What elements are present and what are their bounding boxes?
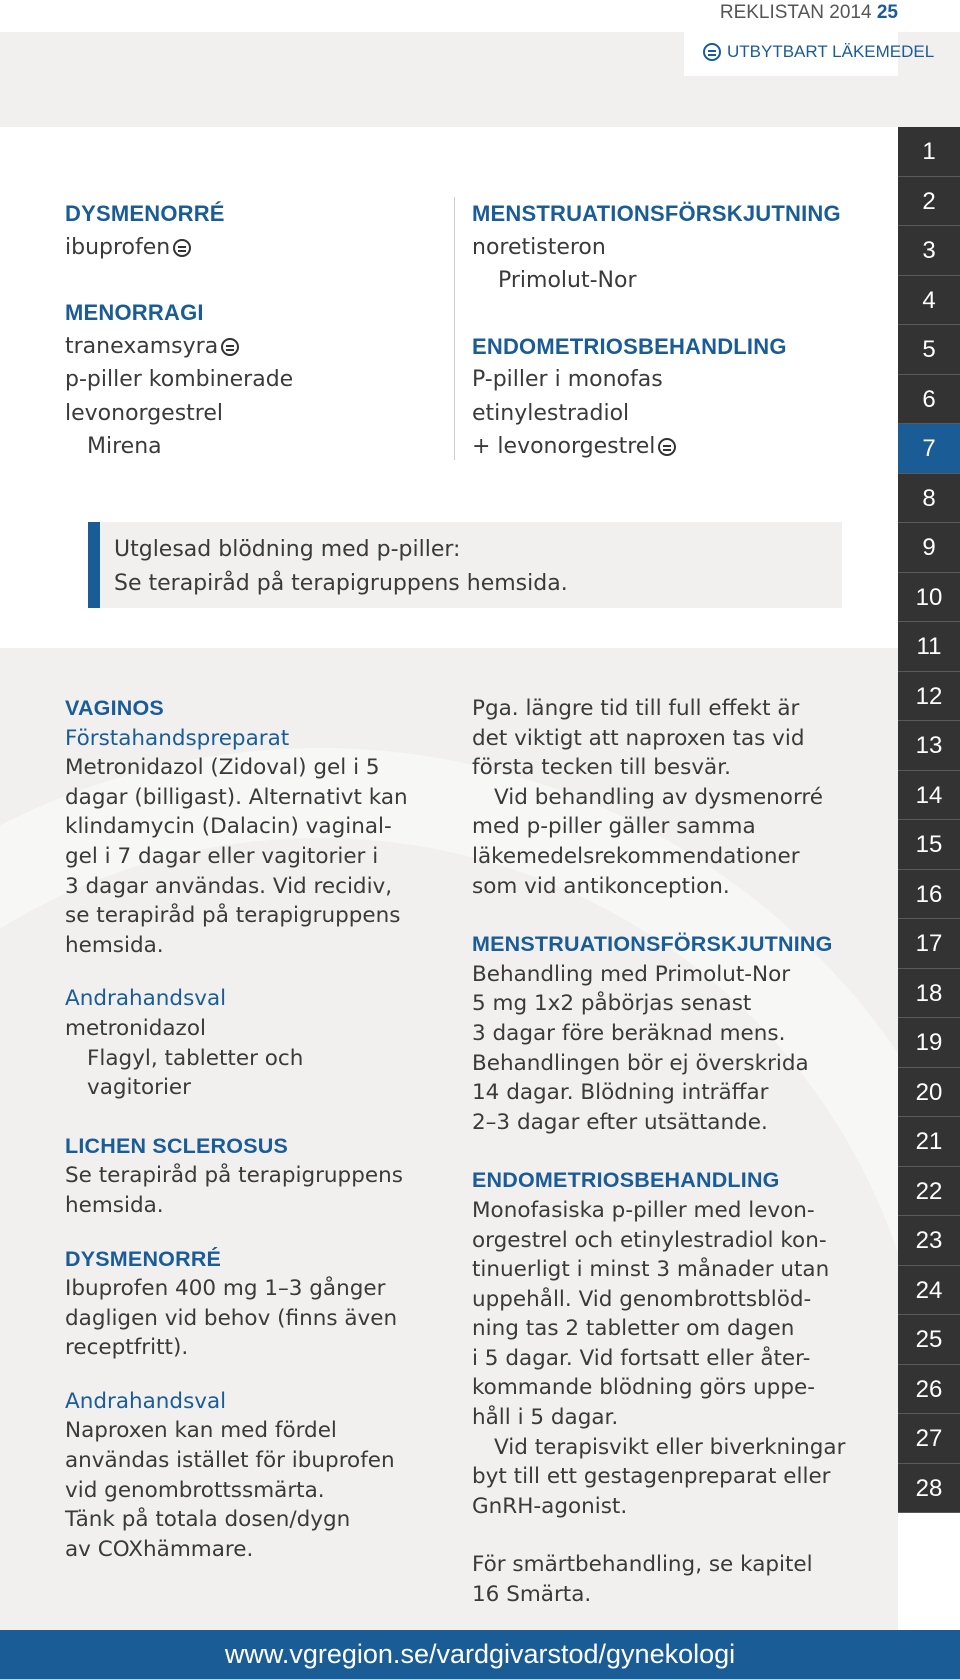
chapter-tab-15[interactable]: 15	[898, 820, 960, 870]
text-line: 5 mg 1x2 påbörjas senast	[472, 991, 752, 1017]
text-line: 3 dagar före beräknad mens.	[472, 1020, 786, 1046]
top-left-column	[65, 197, 445, 464]
text-line: klindamycin (Dalacin) vaginal-	[65, 814, 392, 840]
chapter-tab-13[interactable]: 13	[898, 721, 960, 771]
brand-line: Primolut-Nor	[498, 268, 637, 293]
note-line: Utglesad blödning med p-piller:	[114, 537, 461, 562]
text-line: Monofasiska p-piller med levon-	[472, 1197, 815, 1223]
section-heading-dysmenorre: DYSMENORRÉ	[65, 1246, 222, 1271]
text-line: användas istället för ibuprofen	[65, 1448, 395, 1474]
drug-line: levonorgestrel	[65, 400, 223, 426]
subheading: Förstahandspreparat	[65, 725, 290, 751]
text-line: receptfritt).	[65, 1335, 189, 1361]
drug-line: ibuprofen	[65, 231, 445, 265]
text-line: Behandling med Primolut-Nor	[472, 961, 791, 987]
text-line: byt till ett gestagenpreparat eller	[472, 1464, 831, 1490]
text-line: kommande blödning görs uppe-	[472, 1375, 815, 1401]
text-line: Metronidazol (Zidoval) gel i 5	[65, 755, 380, 781]
legend-label: UTBYTBART LÄKEMEDEL	[727, 42, 935, 61]
chapter-tab-12[interactable]: 12	[898, 672, 960, 722]
text-line: Pga. längre tid till full effekt är	[472, 696, 800, 721]
section-heading-menstruation: MENSTRUATIONSFÖRSKJUTNING	[472, 932, 833, 957]
chapter-tab-25[interactable]: 25	[898, 1315, 960, 1365]
chapter-tab-1[interactable]: 1	[898, 127, 960, 177]
info-note	[88, 522, 842, 608]
text-line: gel i 7 dagar eller vagitorier i	[65, 843, 379, 869]
text-line: läkemedelsrekommendationer	[472, 843, 800, 869]
text-line: Flagyl, tabletter och	[87, 1045, 304, 1071]
chapter-tab-26[interactable]: 26	[898, 1365, 960, 1415]
chapter-tab-6[interactable]: 6	[898, 375, 960, 425]
text-line: 14 dagar. Blödning inträffar	[472, 1080, 769, 1106]
text-line: Tänk på totala dosen/dygn	[65, 1507, 351, 1533]
text-line: Vid terapisvikt eller biverkningar	[494, 1434, 846, 1460]
text-line: som vid antikonception.	[472, 873, 730, 899]
drug-line: P-piller i monofas	[472, 367, 663, 392]
section-heading-menstruation: MENSTRUATIONSFÖRSKJUTNING	[472, 201, 841, 226]
text-line: i 5 dagar. Vid fortsatt eller åter-	[472, 1345, 811, 1371]
section-heading-dysmenorre: DYSMENORRÉ	[65, 201, 225, 226]
text-line: 3 dagar användas. Vid recidiv,	[65, 873, 393, 899]
equals-circle-icon	[703, 43, 721, 61]
section-heading-endometrios: ENDOMETRIOSBEHANDLING	[472, 1168, 780, 1193]
text-line: 16 Smärta.	[472, 1582, 592, 1608]
chapter-tab-21[interactable]: 21	[898, 1117, 960, 1167]
text-line: metronidazol	[65, 1015, 206, 1041]
equals-circle-icon	[658, 438, 676, 456]
chapter-tab-19[interactable]: 19	[898, 1018, 960, 1068]
text-line: tinuerligt i minst 3 månader utan	[472, 1257, 830, 1283]
footer-url[interactable]: www.vgregion.se/vardgivarstod/gynekologi	[224, 1639, 736, 1669]
text-line: För smärtbehandling, se kapitel	[472, 1552, 813, 1578]
text-line: dagligen vid behov (finns även	[65, 1305, 398, 1331]
text-line: håll i 5 dagar.	[472, 1405, 619, 1431]
chapter-tab-10[interactable]: 10	[898, 573, 960, 623]
chapter-tab-3[interactable]: 3	[898, 226, 960, 276]
text-line: det viktigt att naproxen tas vid	[472, 725, 805, 751]
text-line: ning tas 2 tabletter om dagen	[472, 1316, 795, 1342]
text-line: 2–3 dagar efter utsättande.	[472, 1109, 768, 1135]
chapter-tab-9[interactable]: 9	[898, 523, 960, 573]
chapter-tab-16[interactable]: 16	[898, 870, 960, 920]
footer	[0, 1630, 960, 1679]
drug-line: p-piller kombinerade	[65, 367, 294, 392]
text-line: hemsida.	[65, 1192, 164, 1218]
section-heading-menorragi: MENORRAGI	[65, 300, 204, 325]
text-line: dagar (billigast). Alternativt kan	[65, 784, 408, 810]
publication-title: REKLISTAN 2014	[719, 2, 872, 23]
chapter-tab-20[interactable]: 20	[898, 1068, 960, 1118]
chapter-tab-8[interactable]: 8	[898, 474, 960, 524]
text-line: Behandlingen bör ej överskrida	[472, 1050, 809, 1076]
text-line: vid genombrottssmärta.	[65, 1477, 325, 1503]
chapter-tab-23[interactable]: 23	[898, 1216, 960, 1266]
subheading: Andrahandsval	[65, 986, 227, 1012]
chapter-tab-7[interactable]: 7	[898, 424, 960, 474]
chapter-tab-5[interactable]: 5	[898, 325, 960, 375]
note-line: Se terapiråd på terapigruppens hemsida.	[114, 571, 568, 596]
text-line: första tecken till besvär.	[472, 755, 731, 781]
chapter-tab-18[interactable]: 18	[898, 969, 960, 1019]
chapter-tab-11[interactable]: 11	[898, 622, 960, 672]
drug-line: etinylestradiol	[472, 400, 630, 426]
page-number: 25	[876, 2, 898, 23]
section-heading-endometrios: ENDOMETRIOSBEHANDLING	[472, 333, 787, 359]
text-line: uppehåll. Vid genombrottsblöd-	[472, 1286, 812, 1312]
text-line: se terapiråd på terapigruppens	[65, 903, 401, 929]
chapter-tab-24[interactable]: 24	[898, 1266, 960, 1316]
chapter-tab-22[interactable]: 22	[898, 1167, 960, 1217]
page-header	[684, 2, 898, 24]
lower-right-column	[472, 694, 882, 1610]
drug-line: + levonorgestrel	[472, 430, 882, 464]
subheading: Andrahandsval	[65, 1388, 227, 1414]
equals-circle-icon	[173, 239, 191, 257]
chapter-tab-27[interactable]: 27	[898, 1414, 960, 1464]
text-line: Se terapiråd på terapigruppens	[65, 1163, 403, 1189]
top-right-column	[472, 197, 882, 464]
chapter-tab-28[interactable]: 28	[898, 1464, 960, 1514]
column-divider	[454, 197, 455, 460]
text-line: hemsida.	[65, 932, 164, 958]
text-line: Vid behandling av dysmenorré	[494, 784, 824, 810]
chapter-tab-2[interactable]: 2	[898, 177, 960, 227]
text-line: Ibuprofen 400 mg 1–3 gånger	[65, 1276, 386, 1302]
section-heading-lichen: LICHEN SCLEROSUS	[65, 1133, 288, 1158]
legend	[700, 42, 934, 62]
brand-line: Mirena	[87, 434, 162, 459]
text-line: Naproxen kan med fördel	[65, 1418, 337, 1444]
drug-line: tranexamsyra	[65, 330, 445, 364]
text-line: orgestrel och etinylestradiol kon-	[472, 1227, 827, 1253]
chapter-tab-4[interactable]: 4	[898, 276, 960, 326]
text-line: av COXhämmare.	[65, 1536, 254, 1562]
drug-line: noretisteron	[472, 234, 606, 260]
chapter-tabs	[898, 127, 960, 1513]
chapter-tab-14[interactable]: 14	[898, 771, 960, 821]
text-line: vagitorier	[87, 1075, 191, 1101]
section-heading-vaginos: VAGINOS	[65, 696, 164, 720]
text-line: GnRH-agonist.	[472, 1493, 628, 1519]
lower-left-column	[65, 694, 455, 1564]
equals-circle-icon	[221, 338, 239, 356]
text-line: med p-piller gäller samma	[472, 814, 756, 840]
chapter-tab-17[interactable]: 17	[898, 919, 960, 969]
